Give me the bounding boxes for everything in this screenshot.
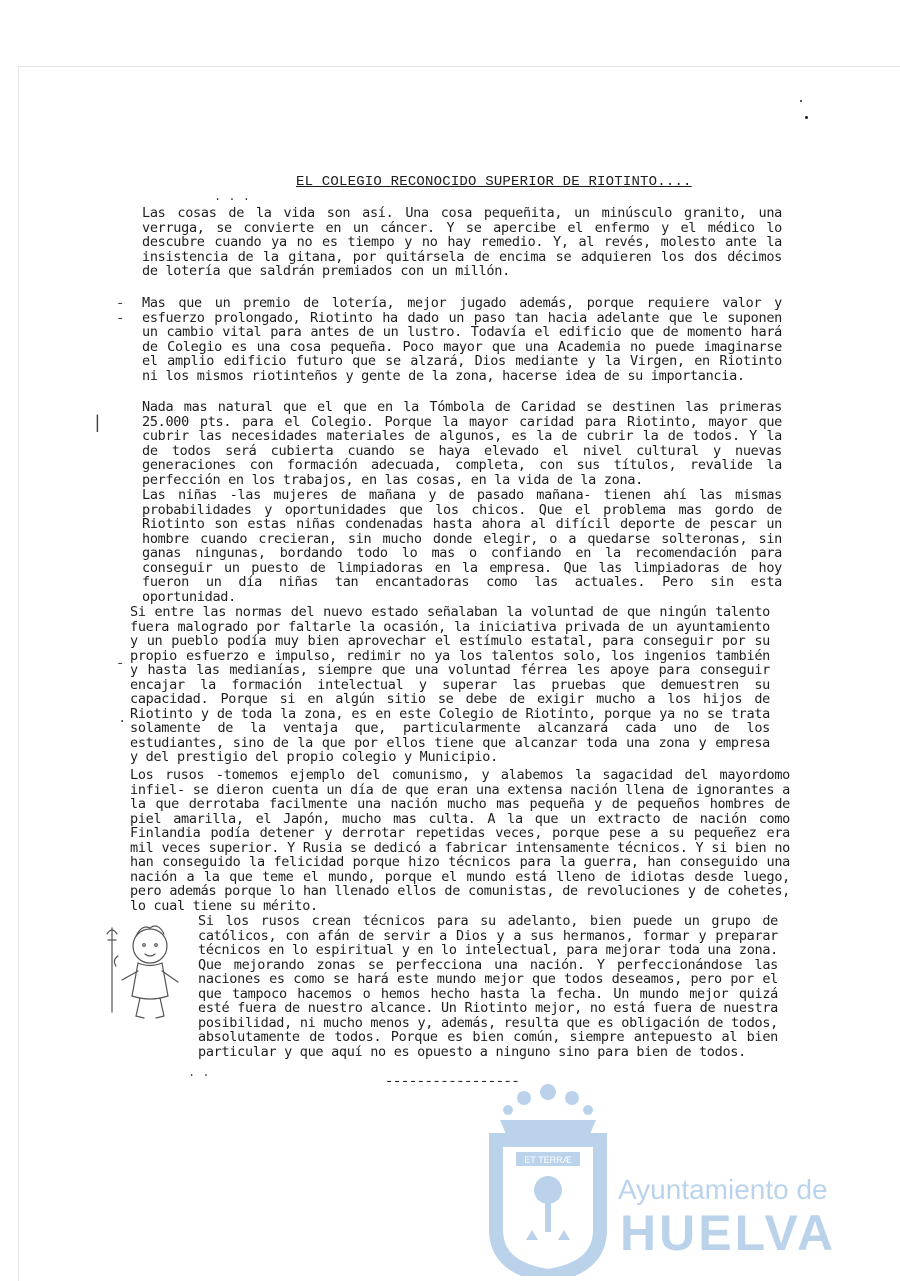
closing-rule: ----------------- [385,1074,520,1090]
watermark-line2: HUELVA [620,1205,837,1261]
paragraph: Si los rusos crean técnicos para su adelanto, bien puede un grupo de católicos, con afán de servir a Dios y a sus hermanos, formar y preparar técnicos en lo espiritual y en lo intelectual, para mejorar toda una zona. Que mejorando zonas se perfecciona una nación. Y perfeccionándose las naciones es como se hará este mundo mejor que todos deseamos, pero por el que tampoco hacemos o hemos hecho hasta la fecha. Un mundo mejor quizá esté fuera de nuestro alcance. Un Riotinto mejor, no está fuera de nuestra posibilidad, ni mucho menos y, además, resulta que es obligación de todos, absolutamente de todos. Porque es bien común, siempre antepuesto al bien particular y que aquí no es opuesto a ninguno sino para bien de todos. [198,913,778,1060]
crest-motto: ET TERRÆ [524,1155,572,1165]
paragraph: Mas que un premio de lotería, mejor jugado además, porque requiere valor y esfuerzo prolongado, Riotinto ha dado un paso tan hacia adelante que le suponen un cambio vital para antes de un lustro. Todavía el edificio que de momento hará de Colegio es una cosa pequeña. Poco mayor que una Academia no puede imaginarse el amplio edificio futuro que se alzará, Dios mediante y la Virgen, en Riotinto ni los mismos riotinteños y gente de la zona, hacerse idea de su importancia. [142,295,782,384]
paragraph: Los rusos -tomemos ejemplo del comunismo, y alabemos la sagacidad del mayordomo infiel- se dieron cuenta un día de que eran una extensa nación llena de ignorantes a la que derrotaba facilmente una nación mucho mas pequeña y de pequeños hombres de piel amarilla, el Japón, mucho mas culta. A la que un extracto de nación como Finlandia podía detener y derrotar repetidas veces, porque pese a su pequeñez era mil veces superior. Y Rusia se dedicó a fabricar intensamente técnicos. Y si bien no han conseguido la felicidad porque hizo técnicos para la guerra, han conseguido una nación a la que teme el mundo, porque el mundo está lleno de idiotas desde luego, pero además porque lo han llenado ellos de comunistas, de revoluciones y de cohetes, lo cual tiene su mérito. [130,767,790,914]
crest-text-left: PORTUS MARIS [505,1183,512,1237]
paragraph: Las niñas -las mujeres de mañana y de pasado mañana- tienen ahí las mismas probabilidades y oportunidades que los chicos. Que el problema mas gordo de Riotinto son estas niñas condenadas hasta ahora al difícil deporte de pescar un hombre cuando crecieran, sin mucho donde elegir, o a quedarse solteronas, sin ganas ningunas, bordando todo lo mas o confiando en la recomendación para conseguir un puesto de limpiadoras en la empresa. Que las limpiadoras de hoy fueron un día niñas tan encantadoras como las actuales. Pero sin esta oportunidad. [142,487,782,605]
crest-text-right: CUSTODIA [584,1191,591,1229]
coat-of-arms-icon [486,1080,610,1276]
document-title: EL COLEGIO RECONOCIDO SUPERIOR DE RIOTINTO.... [296,174,692,190]
paragraph: Las cosas de la vida son así. Una cosa pequeñita, un minúsculo granito, una verruga, se convierte en un cáncer. Y se apercibe el enfermo y el médico lo descubre cuando ya no es tiempo y no hay remedio. Y, al revés, molesto ante la insistencia de la gitana, por quitársela de encima se adquieren los dos décimos de lotería que saldrán premiados con un millón. [142,205,782,279]
paragraph: Nada mas natural que el que en la Tómbola de Caridad se destinen las primeras 25.000 pts. para el Colegio. Porque la mayor caridad para Riotinto, mayor que cubrir las necesidades materiales de algunos, es la de cubrir la de todos. Y la de todos será cubierta cuando se haya elevado el nivel cultural y nuevas generaciones con formación adecuada, completa, con sus títulos, revalide la perfección en los trabajos, en las cosas, en la vida de la zona. [142,399,782,488]
watermark [486,1080,900,1280]
margin-dash: - [116,311,125,327]
watermark-line1: Ayuntamiento de [618,1174,828,1205]
margin-dash: - [116,656,125,672]
margin-dash: . [118,711,127,727]
child-sketch-icon [98,916,192,1026]
page-speck [800,100,802,102]
ink-dots: . . . [214,190,251,204]
paragraph: Si entre las normas del nuevo estado señalaban la voluntad de que ningún talento fuera malogrado por faltarle la ocasión, la iniciativa privada de un ayuntamiento y un pueblo podía muy bien aprovechar el estímulo estatal, para conseguir por su propio esfuerzo e impulso, redimir no ya los talentos solo, los ingenios también y hasta las medianías, siempre que una voluntad férrea les apoye para conseguir encajar la formación intelectual y superar las pruebas que demuestren su capacidad. Porque si en algún sitio se debe de exigir mucho a los hijos de Riotinto y de toda la zona, es en este Colegio de Riotinto, porque ya no se trata solamente de la ventaja que, particularmente alcanzará cada uno de los estudiantes, sino de la que por ellos tiene que alcanzar toda una zona y empresa y del prestigio del propio colegio y Municipio. [130,604,770,765]
margin-dash: - [116,296,125,312]
ink-dots: . . [188,1066,210,1080]
page-speck [805,116,808,119]
margin-tick: | [92,414,103,434]
